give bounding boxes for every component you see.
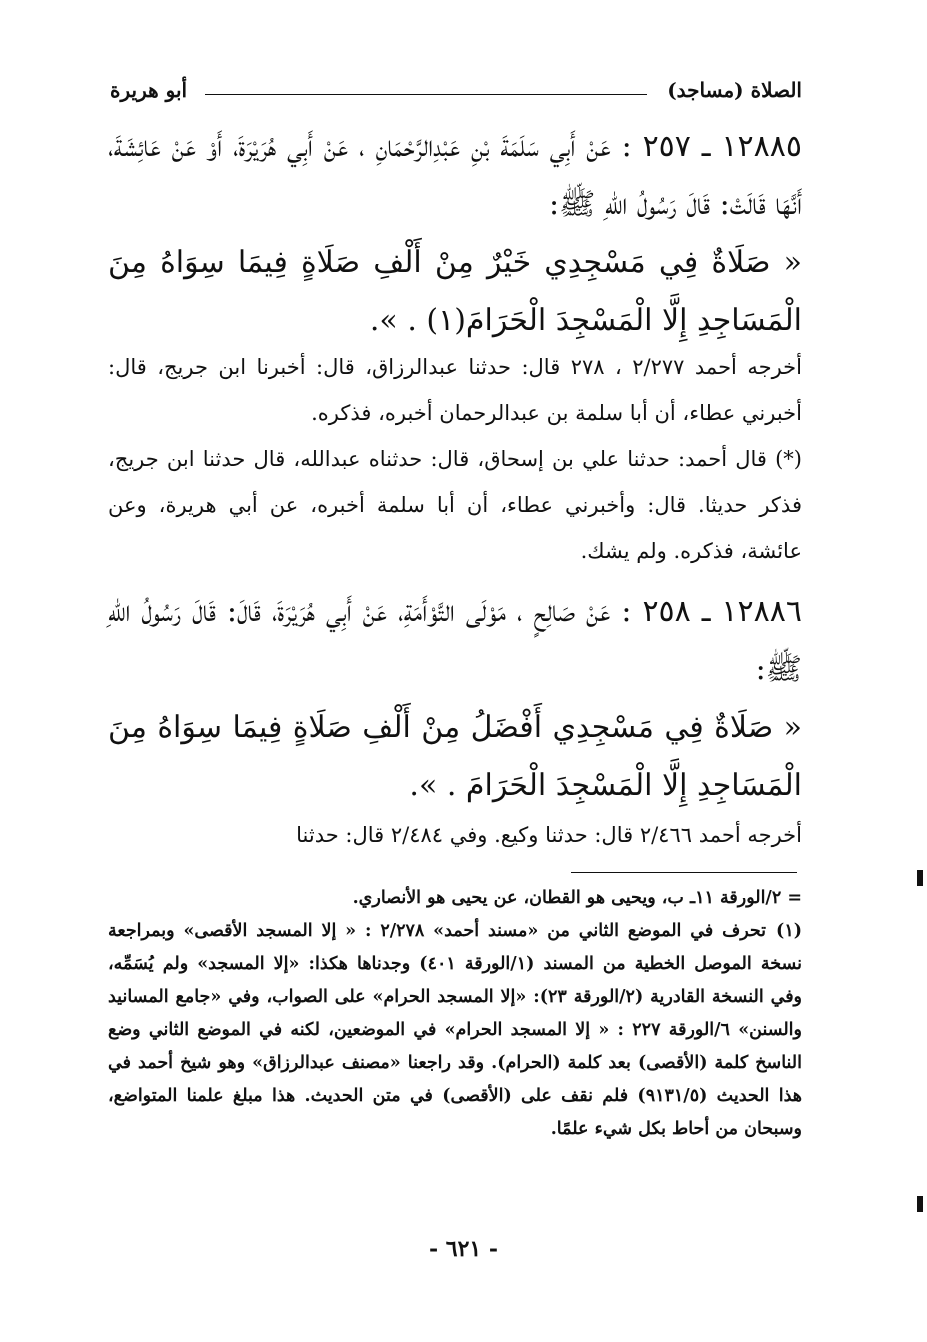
footnotes xyxy=(108,882,802,1146)
hadith-isnad: ١٢٨٨٦ ـ ٢٥٨ : عَنْ صَالِحٍ ، مَوْلَى التَّوْأَمَةِ، عَنْ أَبِي هُرَيْرَةَ، قَالَ: قَالَ رَسُولُ اللهِ ﷺ: xyxy=(108,594,802,687)
footnote-number: (١) xyxy=(776,921,802,941)
hadith-matn: « صَلَاةٌ فِي مَسْجِدِي خَيْرٌ مِنْ أَلْفِ صَلَاةٍ فِيمَا سِوَاهُ مِنَ الْمَسَاجِدِ إِلَّا الْمَسْجِدَ الْحَرَامَ(١) . ». xyxy=(108,245,802,338)
hadith-isnad: ١٢٨٨٥ ـ ٢٥٧ : عَنْ أَبِي سَلَمَةَ بْنِ عَبْدِالرَّحْمَانِ ، عَنْ أَبِي هُرَيْرَةَ، أَوْ عَنْ عَائِشَةَ، أَنَّهَا قَالَتْ: قَالَ رَسُولُ اللهِ ﷺ: xyxy=(108,129,802,222)
hadith-12886 xyxy=(108,583,802,815)
chapter-title: الصلاة (مساجد) xyxy=(667,78,802,102)
footnote-text: تحرف في الموضع الثاني من «مسند أحمد» ٢/٢٧٨ : « إلا المسجد الأقصى» وبمراجعة نسخة الموصل الخطية من المسند (١/الورقة ٤٠١) وجدناها هكذا: «إلا المسجد» ولم يُسَمِّه، وفي النسخة القادرية (٢/الورقة ٢٣): «إلا المسجد الحرام» على الصواب، وفي «جامع المسانيد والسنن» ٦/الورقة ٢٢٧ : « إلا المسجد الحرام» في الموضعين، لكنه في الموضع الثاني وضع الناسخ كلمة (الأقصى) بعد كلمة (الحرام). وقد راجعنا «مصنف عبدالرزاق» وهو شيخ أحمد في هذا الحديث (٩١٣١/٥) فلم نقف على (الأقصى) في متن الحديث. هذا مبلغ علمنا المتواضع، وسبحان من أحاط بكل شيء علمًا. xyxy=(108,921,803,1139)
footnote-1 xyxy=(108,915,802,1146)
header-rule xyxy=(205,94,647,95)
scan-edge-mark xyxy=(917,1196,923,1212)
takhrij-12886 xyxy=(108,812,802,858)
hadith-matn: « صَلَاةٌ فِي مَسْجِدِي أَفْضَلُ مِنْ أَلْفِ صَلَاةٍ فِيمَا سِوَاهُ مِنَ الْمَسَاجِدِ إِلَّا الْمَسْجِدَ الْحَرَامَ . ». xyxy=(108,710,802,803)
takhrij-12885 xyxy=(108,344,802,574)
hadith-12885 xyxy=(108,118,802,350)
footnote-rule xyxy=(571,872,797,873)
takhrij-paragraph: (*) قال أحمد: حدثنا علي بن إسحاق، قال: حدثناه عبدالله، قال حدثنا ابن جريج، فذكر حديثا. قال: وأخبرني عطاء، أن أبا سلمة أخبره، عن أبي هريرة، وعن عائشة، فذكره. ولم يشك. xyxy=(108,447,802,563)
author-name: أبو هريرة xyxy=(110,78,188,102)
scan-edge-mark xyxy=(917,870,923,886)
footnote-continuation: = ٢/الورقة ١١ـ ب، ويحيى هو القطان، عن يحيى هو الأنصاري. xyxy=(352,888,802,908)
page-number: - ٦٢١ - xyxy=(428,1236,499,1262)
takhrij-paragraph: أخرجه أحمد ٢/٢٧٧ ، ٢٧٨ قال: حدثنا عبدالرزاق، قال: أخبرنا ابن جريج، قال: أخبرني عطاء، أن أبا سلمة بن عبدالرحمان أخبره، فذكره. xyxy=(108,355,802,425)
takhrij-paragraph: أخرجه أحمد ٢/٤٦٦ قال: حدثنا وكيع. وفي ٢/٤٨٤ قال: حدثنا xyxy=(296,823,802,847)
running-header xyxy=(110,78,802,108)
